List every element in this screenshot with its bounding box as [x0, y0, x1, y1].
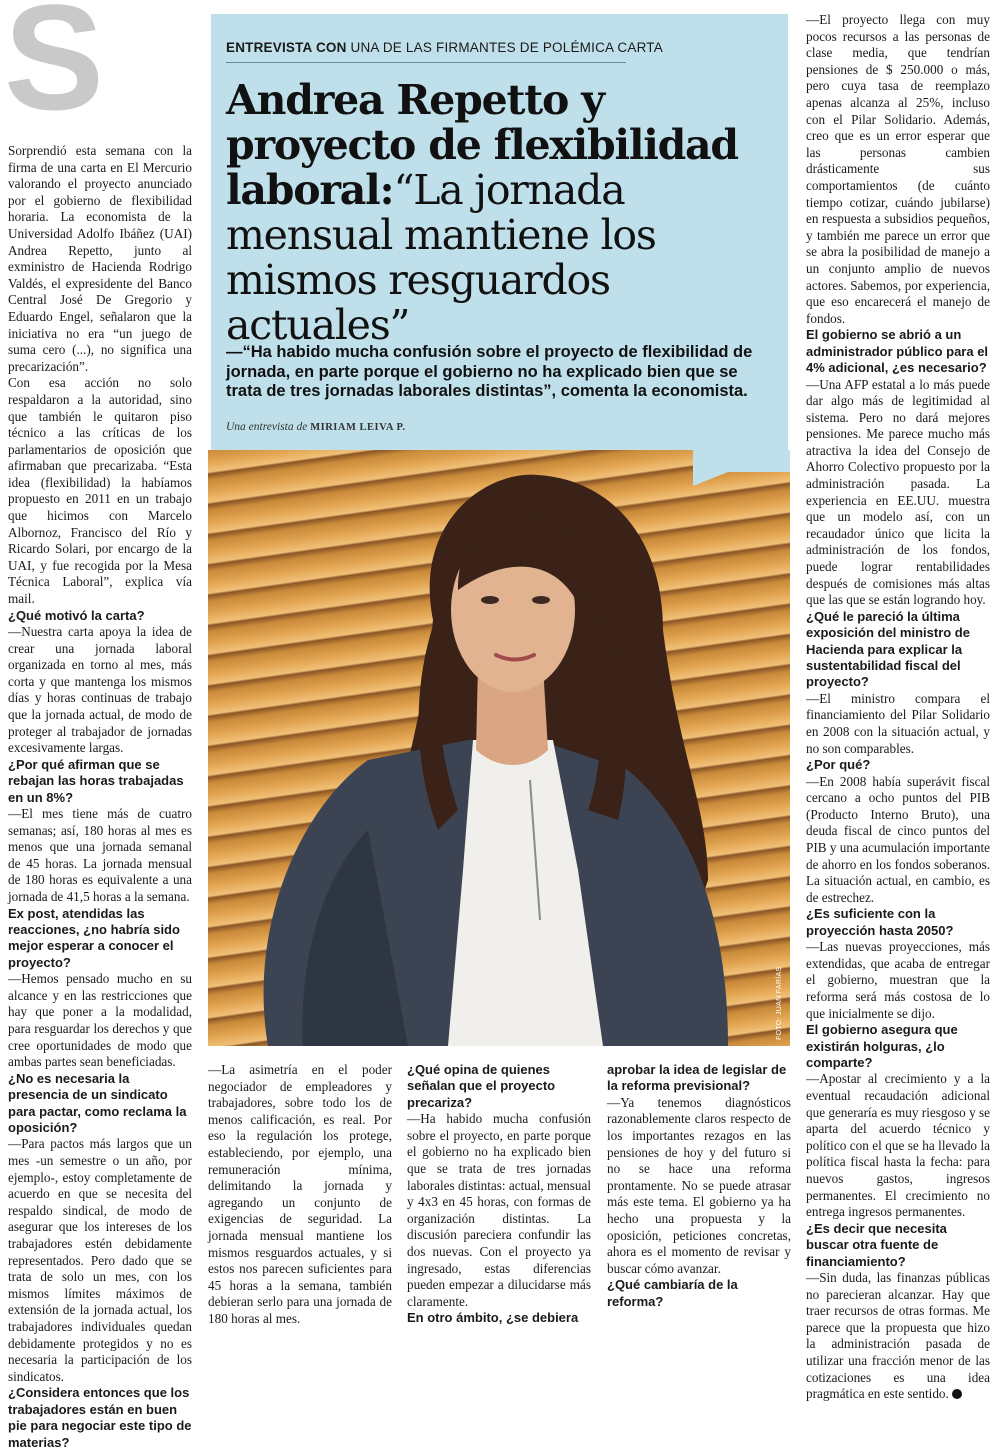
byline [226, 421, 406, 433]
paragraph: —El mes tiene más de cuatro semanas; así, 180 horas al mes es menos que una jornada semanal de 45 horas. La jornada mensual de 180 horas es equivalente a una jornada de 41,5 horas a la semana. [8, 806, 192, 904]
question: ¿Es decir que necesita buscar otra fuente de financiamiento? [806, 1220, 947, 1269]
portrait-photo [208, 450, 790, 1046]
column-5 [806, 12, 990, 1403]
question: ¿Qué motivó la carta? [8, 607, 145, 623]
headline-quote: “La jornada mensual mantiene los mismos resguardos actuales” [226, 166, 656, 349]
paragraph: —Hemos pensado mucho en su alcance y en las restricciones que hay que poner a la modalidad, para resguardar los derechos y que cree oportunidades de modo que ambas partes sean beneficiadas. [8, 971, 192, 1070]
byline-name: MIRIAM LEIVA P. [310, 422, 406, 433]
question: El gobierno se abrió a un administrador público para el 4% adicional, ¿es necesario? [806, 327, 989, 376]
paragraph: —En 2008 había superávit fiscal cercano a ocho puntos del PIB (Producto Interno Bruto), una deuda fiscal de cinco puntos del PIB y una acumulación importante de ahorro en los fondos soberanos. La situación actual, en cambio, es de estrechez. [806, 773, 990, 905]
dek: —“Ha habido mucha confusión sobre el proyecto de flexibilidad de jornada, en parte porque el gobierno no ha explicado bien que se trata de tres jornadas laborales distintas”, comenta la economista. [226, 343, 753, 400]
byline-prefix: Una entrevista de [226, 421, 308, 433]
question: ¿No es necesaria la presencia de un sindicato para pactar, como reclama la oposición? [8, 1070, 187, 1135]
paragraph: —El ministro compara el financiamiento del Pilar Solidario en 2008 con la situación actual, y no son comparables. [806, 690, 990, 756]
paragraph: —Ya tenemos diagnósticos razonablemente claros respecto de los importantes rezagos en las pensiones de hoy y del futuro si no se hace una reforma prontamente. No se puede atrasar más este tema. El gobierno ya ha hecho una propuesta y la oposición, peticiones concretas, ahora es el momento de revisar y buscar cómo avanzar. [607, 1094, 791, 1276]
question: El gobierno asegura que existirán holguras, ¿lo comparte? [806, 1022, 958, 1070]
question: ¿Por qué? [806, 757, 871, 773]
paragraph: —Para pactos más largos que un mes -un semestre o un año, por ejemplo-, estoy completamente de acuerdo en que se necesita del respaldo sindical, de modo de asegurar que los intereses de los trabajadores estén debidamente representados. Pero dado que se trata de solo un mes, con los mismos límites máximos de extensión de la jornada actual, los trabajadores individuales quedan debidamente protegidos y no es necesaria la participación de los sindicatos. [8, 1136, 192, 1384]
paragraph: Con esa acción no solo respaldaron a la autoridad, sino que también le quitaron piso técnico a las críticas de los parlamentarios de oposición que afirmaban que precarizaba. “Esta idea (flexibilidad) la habíamos propuesto en 2011 en un trabajo que hicimos con Marcelo Albornoz, Francisco del Río y Ricardo Solari, por encargo de la UAI, y fue recogida por la Mesa Técnica Laboral”, explica vía mail. [8, 375, 192, 607]
paragraph: —Ha habido mucha confusión sobre el proyecto, en parte porque el gobierno no ha explicado bien que se trata de tres jornadas laborales distintas: actual, mensual y 4x3 en 45 horas, con formas de organización distintas. La discusión pareciera confundir las dos nuevas. Con el proyecto ya ingresado, estas diferencias pueden empezar a dilucidarse más claramente. [407, 1111, 591, 1309]
photo-credit: FOTO: JUAN FARÍAS [776, 966, 783, 1040]
column-3 [407, 1062, 591, 1327]
kicker-rest: UNA DE LAS FIRMANTES DE POLÉMICA CARTA [346, 40, 663, 55]
drop-letter: S [4, 0, 105, 141]
headline-bold: Andrea Repetto y proyecto de flexibilidad laboral: [226, 76, 738, 214]
question: En otro ámbito, ¿se debiera [407, 1310, 579, 1326]
question: ¿Qué le pareció la última exposición del ministro de Hacienda para explicar la sustentabilidad fiscal del proyecto? [806, 608, 970, 690]
paragraph: —Las nuevas proyecciones, más extendidas, que acaba de entregar el gobierno, muestran que la reforma será más costosa de lo que inicialmente se dijo. [806, 939, 990, 1021]
kicker-bold: ENTREVISTA CON [226, 40, 347, 55]
question: Ex post, atendidas las reacciones, ¿no habría sido mejor esperar a conocer el proyecto? [8, 905, 180, 970]
paragraph: —Sin duda, las finanzas públicas no parecieran alcanzar. Hay que traer recursos de otras formas. Me parece que la propuesta que hizo la administración pasada de utilizar una fracción menor de las cotizaciones es una idea pragmática en este sentido. [806, 1269, 990, 1402]
kicker-rule [226, 62, 626, 63]
question: ¿Por qué afirman que se rebajan las horas trabajadas en un 8%? [8, 756, 184, 805]
paragraph: —El proyecto llega con muy pocos recursos a las personas de clase media, que tendrían pensiones de $ 250.000 o más, pero cuya tasa de reemplazo apenas alcanza al 25%, incluso con el Pilar Solidario. Además, creo que es un error esperar que las personas cambien drásticamente sus comportamientos (de cuánto tiempo cotizar, cuándo jubilarse) en respuesta a subsidios pequeños, y también me parece un error que se abra la posibilidad de manejo a un conjunto amplio de nuevos actores. Sabemos, por experiencia, que eso encarecerá el manejo de fondos. [806, 12, 990, 326]
question: ¿Qué opina de quienes señalan que el proyecto precariza? [407, 1062, 556, 1110]
portrait-illustration [208, 450, 790, 1046]
question: aprobar la idea de legislar de la reforma previsional? [607, 1062, 787, 1094]
column-1 [8, 143, 192, 1451]
paragraph: —Una AFP estatal a lo más puede dar algo más de legitimidad al sistema. Pero no dará mejores pensiones. Me parece mucho más atractiva la idea del Consejo de Ahorro Colectivo propuesto por la administración pasada. La experiencia en EE.UU. muestra que un modelo así, con un recaudador único que licita la administración de los fondos, puede lograr rentabilidades después de comisiones más altas que las que se están logrando hoy. [806, 376, 990, 608]
paragraph: Sorprendió esta semana con la firma de una carta en El Mercurio valorando el proyecto anunciado por el gobierno de flexibilidad horaria. La economista de la Universidad Adolfo Ibáñez (UAI) Andrea Repetto, junto al exministro de Hacienda Rodrigo Valdés, el expresidente del Banco Central José De Gregorio y Eduardo Engel, señalaron que la iniciativa no era “un juego de suma cero (...), no significa una precarización”. [8, 143, 192, 374]
paragraph: —Nuestra carta apoya la idea de crear una jornada laboral organizada en torno al mes, más corta y que mantenga los mismos días y horas continuas de trabajo que la jornada actual, de modo de proteger al trabajador de jornadas excesivamente largas. [8, 624, 192, 756]
column-2 [208, 1062, 392, 1328]
column-4 [607, 1062, 791, 1310]
question: ¿Es suficiente con la proyección hasta 2050? [806, 906, 954, 938]
question: ¿Considera entonces que los trabajadores están en buen pie para negociar este tipo de materias? [8, 1385, 192, 1450]
paragraph: —Apostar al crecimiento y a la eventual recaudación adicional que generaría es muy riesgoso y se aparta del acuerdo técnico y político con el que se ha llevado la política fiscal hasta la fecha: para nuevos gastos, ingresos permanentes. El crecimiento no entrega ingresos permanentes. [806, 1071, 990, 1220]
kicker [226, 40, 663, 55]
end-mark-icon [952, 1389, 962, 1399]
paragraph: —La asimetría en el poder negociador de empleadores y trabajadores, sobre todo los de menos calificación, es real. Por eso la regulación los protege, estableciendo, por ejemplo, una remuneración mínima, delimitando la jornada y agregando un conjunto de exigencias de seguridad. La jornada mensual mantiene los mismos resguardos actuales, y si estos nos parecen suficientes para 45 horas a la semana, también debieran serlo para una jornada de 180 horas al mes. [208, 1062, 392, 1326]
question: ¿Qué cambiaría de la reforma? [607, 1277, 738, 1309]
headline [226, 78, 786, 348]
